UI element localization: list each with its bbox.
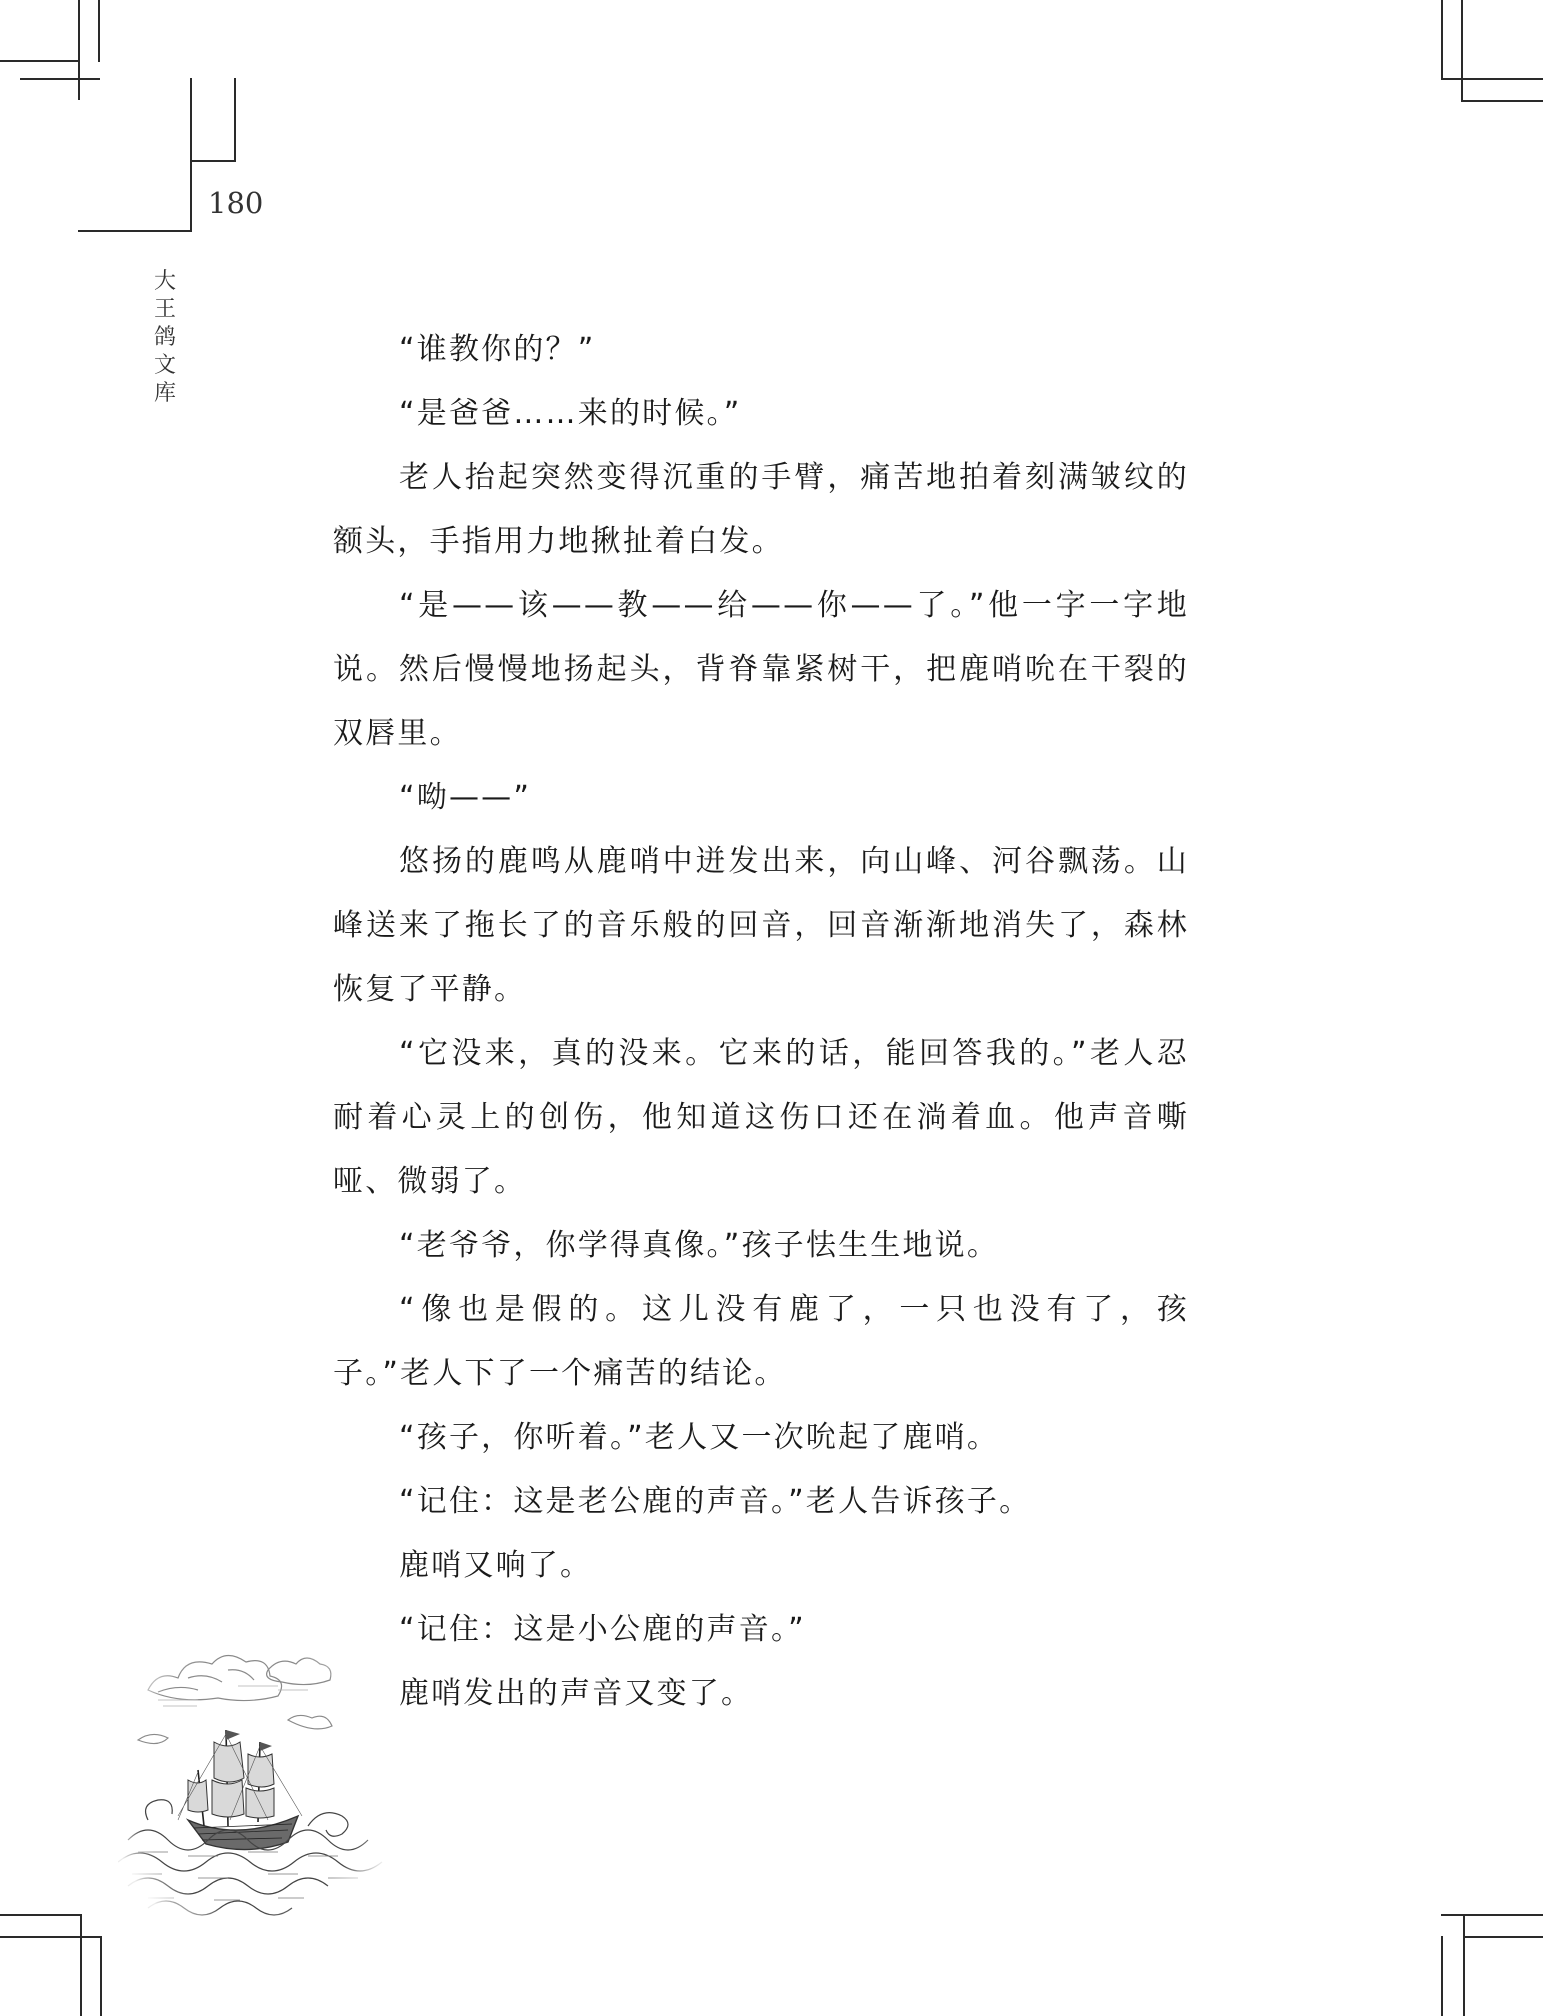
crop-mark-line <box>100 1936 102 2016</box>
crop-mark-line <box>80 1914 82 2016</box>
paragraph: “谁教你的？” <box>399 332 596 367</box>
paragraph: “孩子，你听着。”老人又一次吮起了鹿哨。 <box>399 1420 1000 1455</box>
crop-mark-line <box>78 0 80 100</box>
paragraph: “记住：这是老公鹿的声音。”老人告诉孩子。 <box>399 1484 1032 1519</box>
paragraph: 鹿哨发出的声音又变了。 <box>399 1676 754 1711</box>
crop-mark-line <box>1441 0 1443 80</box>
crop-mark-line <box>1441 1936 1443 2016</box>
crop-mark-line <box>20 78 100 80</box>
crop-mark-line <box>1461 100 1543 102</box>
paragraph: “记住：这是小公鹿的声音。” <box>399 1612 806 1647</box>
crop-mark-line <box>1441 78 1543 80</box>
body-text <box>333 318 1189 1726</box>
crop-mark-line <box>1461 0 1463 102</box>
paragraph: “它没来，真的没来。它来的话，能回答我的。”老人忍耐着心灵上的创伤，他知道这伤口还在淌着血。他声音嘶哑、微弱了。 <box>333 1036 1189 1199</box>
paragraph: “呦——” <box>399 780 532 815</box>
page-frame-line <box>190 160 236 162</box>
crop-mark-line <box>0 1914 82 1916</box>
crop-mark-line <box>1441 1914 1543 1916</box>
page-number: 180 <box>208 186 264 220</box>
crop-mark-line <box>1463 1936 1543 1938</box>
page-frame-line <box>78 230 192 232</box>
paragraph: 悠扬的鹿鸣从鹿哨中迸发出来，向山峰、河谷飘荡。山峰送来了拖长了的音乐般的回音，回音渐渐地消失了，森林恢复了平静。 <box>333 844 1189 1007</box>
paragraph: 鹿哨又响了。 <box>399 1548 593 1583</box>
paragraph: “是爸爸……来的时候。” <box>399 396 742 431</box>
crop-mark-line <box>0 1936 100 1938</box>
crop-mark-line <box>1463 1914 1465 2016</box>
paragraph: “老爷爷，你学得真像。”孩子怯生生地说。 <box>399 1228 1000 1263</box>
sailing-ship-on-waves-icon <box>118 1630 388 1930</box>
crop-mark-line <box>0 60 78 62</box>
page-frame-line <box>190 78 192 231</box>
series-title: 大王鸽文库 <box>153 269 176 406</box>
paragraph: “像也是假的。这儿没有鹿了，一只也没有了，孩子。”老人下了一个痛苦的结论。 <box>333 1292 1189 1391</box>
page-frame-line <box>234 78 236 160</box>
paragraph: “是——该——教——给——你——了。”他一字一字地说。然后慢慢地扬起头，背脊靠紧树干，把鹿哨吮在干裂的双唇里。 <box>333 588 1189 751</box>
paragraph: 老人抬起突然变得沉重的手臂，痛苦地拍着刻满皱纹的额头，手指用力地揪扯着白发。 <box>333 460 1189 559</box>
crop-mark-line <box>98 0 100 62</box>
